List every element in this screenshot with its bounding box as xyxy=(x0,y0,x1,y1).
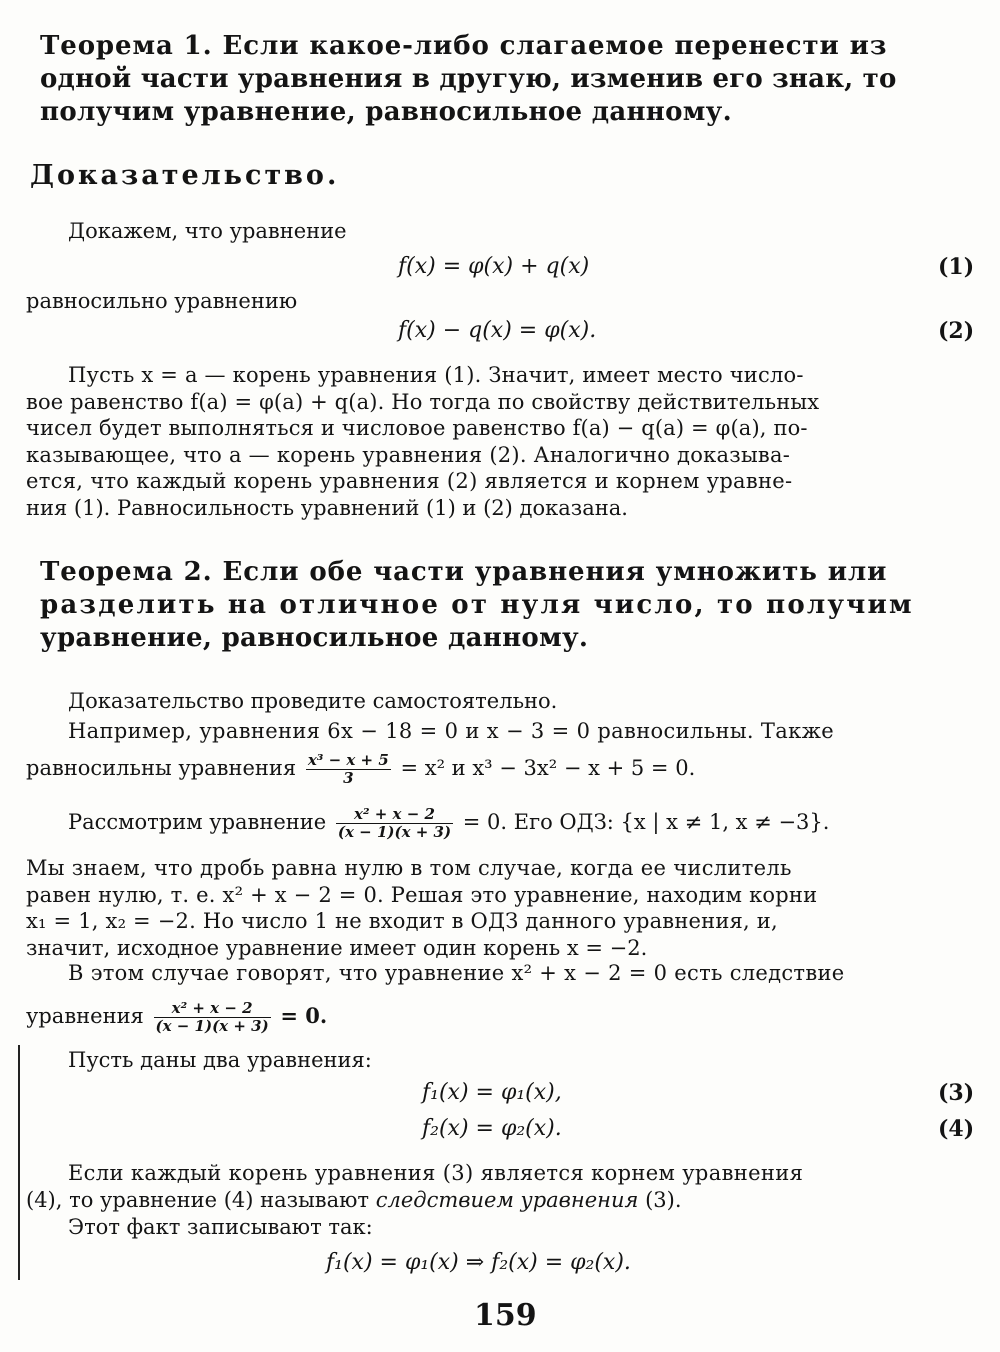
proof-line: ния (1). Равносильность уравнений (1) и (2) доказана. xyxy=(26,495,628,520)
fraction-2 xyxy=(336,806,453,841)
proof-line: чисел будет выполняться и числовое равенство f(a) − q(a) = φ(a), по- xyxy=(26,416,808,440)
equation-3-number: (3) xyxy=(938,1080,975,1106)
fraction-2-denominator: (x − 1)(x + 3) xyxy=(337,823,452,841)
consider-suffix: = 0. Его ОДЗ: {x | x ≠ 1, x ≠ −3}. xyxy=(462,810,830,834)
consequence-equation-line xyxy=(26,1000,327,1035)
equation-1-number: (1) xyxy=(938,254,975,280)
equation-4: f₂(x) = φ₂(x). xyxy=(422,1116,562,1141)
fraction-1-denominator: 3 xyxy=(343,769,354,787)
definition-suffix: (3). xyxy=(638,1188,682,1212)
page-number: 159 xyxy=(474,1298,537,1333)
equivalent-equations-suffix: = x² и x³ − 3x² − x + 5 = 0. xyxy=(400,756,696,780)
fraction-1 xyxy=(306,752,391,787)
two-equations-intro: Пусть даны два уравнения: xyxy=(68,1048,372,1072)
proof-intro: Докажем, что уравнение xyxy=(68,219,347,243)
proof-paragraph xyxy=(26,362,976,521)
consequence-text: В этом случае говорят, что уравнение x² + x − 2 = 0 есть следствие xyxy=(68,961,845,985)
consequence-prefix: уравнения xyxy=(26,1004,144,1028)
definition-line-2 xyxy=(26,1187,682,1213)
proof-line: вое равенство f(a) = φ(a) + q(a). Но тогда по свойству действительных xyxy=(26,389,820,414)
equation-2: f(x) − q(x) = φ(x). xyxy=(398,318,597,343)
example-text: Например, уравнения 6x − 18 = 0 и x − 3 = 0 равносильны. Также xyxy=(68,719,835,743)
theorem-2 xyxy=(40,556,914,655)
fraction-1-numerator: x³ − x + 5 xyxy=(307,751,389,769)
fraction-line: значит, исходное уравнение имеет один корень x = −2. xyxy=(26,935,648,960)
definition-term: следствием уравнения xyxy=(375,1188,639,1212)
proof-line: Пусть x = a — корень уравнения (1). Значит, имеет место число- xyxy=(68,363,804,387)
fraction-line: x₁ = 1, x₂ = −2. Но число 1 не входит в ОДЗ данного уравнения, и, xyxy=(26,909,778,933)
fraction-line: Мы знаем, что дробь равна нулю в том случае, когда ее числитель xyxy=(26,856,792,880)
theorem-1-line: одной части уравнения в другую, изменив его знак, то xyxy=(40,64,897,94)
proof-line: казывающее, что a — корень уравнения (2). Аналогично доказыва- xyxy=(26,442,791,467)
consider-equation-line xyxy=(68,806,829,841)
definition-prefix: (4), то уравнение (4) называют xyxy=(26,1188,376,1212)
fact-line: Этот факт записывают так: xyxy=(68,1215,373,1239)
theorem-1 xyxy=(40,30,897,129)
fraction-paragraph xyxy=(26,855,976,961)
consequence-suffix: = 0. xyxy=(280,1003,328,1028)
equivalent-equations-prefix: равносильны уравнения xyxy=(26,756,297,780)
theorem-2-line: разделить на отличное от нуля число, то получим xyxy=(40,590,914,620)
definition-line-1: Если каждый корень уравнения (3) является корнем уравнения xyxy=(68,1161,804,1185)
implication-formula: f₁(x) = φ₁(x) ⇒ f₂(x) = φ₂(x). xyxy=(326,1250,631,1275)
self-proof-text: Доказательство проведите самостоятельно. xyxy=(68,689,558,713)
theorem-2-line: Теорема 2. Если обе части уравнения умножить или xyxy=(40,557,888,587)
equation-1: f(x) = φ(x) + q(x) xyxy=(398,254,590,279)
proof-heading: Доказательство. xyxy=(30,160,340,191)
theorem-1-line: Теорема 1. Если какое-либо слагаемое перенести из xyxy=(40,31,888,61)
proof-line: ется, что каждый корень уравнения (2) является и корнем уравне- xyxy=(26,469,793,493)
equation-3: f₁(x) = φ₁(x), xyxy=(422,1080,562,1105)
fraction-3 xyxy=(154,1000,271,1035)
fraction-2-numerator: x² + x − 2 xyxy=(336,806,453,824)
fraction-3-numerator: x² + x − 2 xyxy=(154,1000,271,1018)
fraction-3-denominator: (x − 1)(x + 3) xyxy=(155,1017,269,1035)
equivalence-text: равносильно уравнению xyxy=(26,289,298,313)
equivalent-equations-line xyxy=(26,752,695,787)
theorem-2-line: уравнение, равносильное данному. xyxy=(40,623,589,653)
fraction-line: равен нулю, т. е. x² + x − 2 = 0. Решая это уравнение, находим корни xyxy=(26,882,818,907)
margin-rule xyxy=(18,1045,20,1280)
consider-prefix: Рассмотрим уравнение xyxy=(68,810,327,834)
equation-2-number: (2) xyxy=(938,318,975,344)
equation-4-number: (4) xyxy=(938,1116,975,1142)
theorem-1-line: получим уравнение, равносильное данному. xyxy=(40,97,732,127)
